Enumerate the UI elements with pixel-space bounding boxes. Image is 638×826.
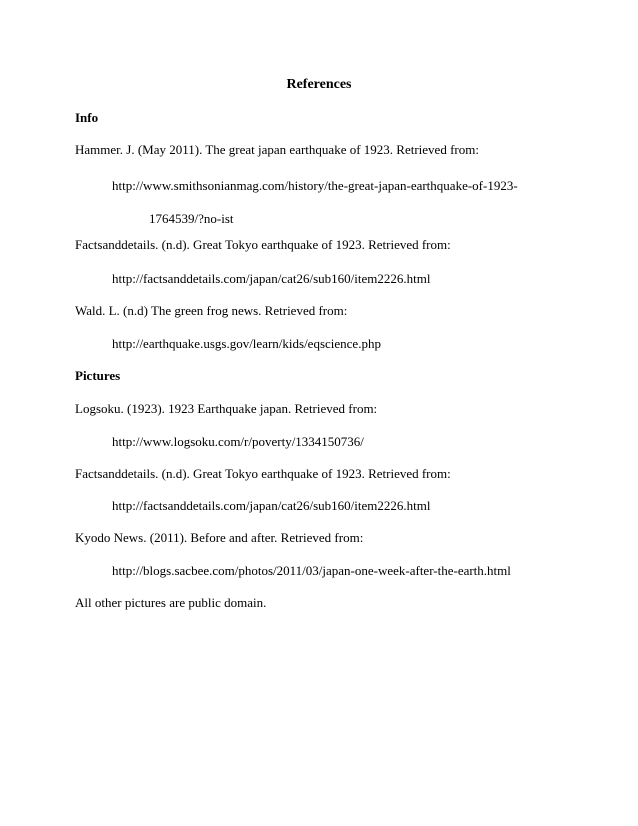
reference-citation: Factsanddetails. (n.d). Great Tokyo earthquake of 1923. Retrieved from:: [75, 237, 451, 252]
reference-url[interactable]: http://blogs.sacbee.com/photos/2011/03/japan-one-week-after-the-earth.html: [112, 563, 511, 578]
reference-citation: Logsoku. (1923). 1923 Earthquake japan. Retrieved from:: [75, 401, 378, 416]
reference-url-continuation[interactable]: 1764539/?no-ist: [149, 211, 234, 226]
reference-citation: Wald. L. (n.d) The green frog news. Retrieved from:: [75, 303, 348, 318]
section-heading-info: Info: [75, 110, 99, 125]
reference-url[interactable]: http://earthquake.usgs.gov/learn/kids/eqscience.php: [112, 336, 381, 351]
reference-citation: Factsanddetails. (n.d). Great Tokyo earthquake of 1923. Retrieved from:: [75, 466, 451, 481]
reference-citation: Kyodo News. (2011). Before and after. Retrieved from:: [75, 530, 364, 545]
page-title: References: [286, 77, 352, 92]
reference-url[interactable]: http://factsanddetails.com/japan/cat26/sub160/item2226.html: [112, 271, 431, 286]
reference-url[interactable]: http://factsanddetails.com/japan/cat26/sub160/item2226.html: [112, 498, 431, 513]
closing-note: All other pictures are public domain.: [75, 595, 267, 610]
reference-url[interactable]: http://www.logsoku.com/r/poverty/1334150736/: [112, 434, 364, 449]
section-heading-pictures: Pictures: [75, 368, 121, 383]
reference-url[interactable]: http://www.smithsonianmag.com/history/the-great-japan-earthquake-of-1923-: [112, 178, 518, 193]
reference-citation: Hammer. J. (May 2011). The great japan earthquake of 1923. Retrieved from:: [75, 142, 479, 157]
